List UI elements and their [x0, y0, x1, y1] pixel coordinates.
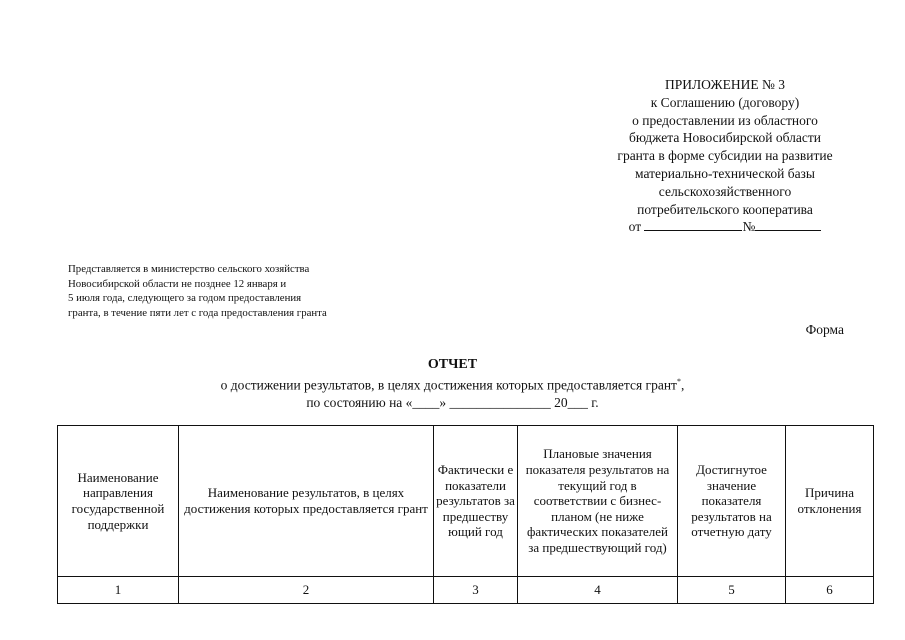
number-label: № — [742, 219, 756, 235]
report-subtitle-line — [0, 373, 905, 394]
header-cell-actual: Фактически е показатели результатов за предшеству ющий год — [434, 426, 518, 577]
header-cell-direction: Наименование направления государственной поддержки — [58, 426, 179, 577]
report-title: ОТЧЕТ — [427, 357, 478, 372]
note-line: гранта, в течение пяти лет с года предоставления гранта — [68, 306, 327, 319]
column-number: 3 — [434, 577, 518, 604]
report-date-line: по состоянию на «____» _______________ 20___ г. — [306, 394, 599, 410]
report-subtitle: о достижении результатов, в целях достижения которых предоставляется грант — [220, 377, 677, 393]
agreement-date-blank — [644, 218, 742, 231]
appendix-line: гранта в форме субсидии на развитие — [617, 148, 833, 164]
appendix-header — [580, 76, 870, 236]
header-cell-planned: Плановые значения показателя результатов на текущий год в соответствии с бизнес-планом (не ниже фактических показателей за предшествующий год) — [518, 426, 678, 577]
appendix-line: потребительского кооператива — [637, 201, 813, 217]
note-line: Новосибирской области не позднее 12 января и — [68, 277, 287, 290]
appendix-line: материально-технической базы — [635, 165, 815, 181]
column-number: 4 — [518, 577, 678, 604]
report-table — [57, 425, 874, 604]
column-number: 2 — [179, 577, 434, 604]
column-number: 5 — [678, 577, 786, 604]
header-cell-achieved: Достигнутое значение показателя результатов на отчетную дату — [678, 426, 786, 577]
appendix-line: сельскохозяйственного — [658, 183, 792, 199]
appendix-line: бюджета Новосибирской области — [629, 130, 821, 146]
column-number: 6 — [786, 577, 874, 604]
note-line: 5 июля года, следующего за годом предоставления — [68, 292, 302, 305]
appendix-line: о предоставлении из областного — [632, 112, 818, 128]
submission-note — [68, 262, 408, 320]
table-header-row — [58, 426, 874, 577]
appendix-line: ПРИЛОЖЕНИЕ № 3 — [664, 77, 786, 92]
footnote-mark: * — [676, 377, 681, 386]
agreement-number-blank — [755, 218, 821, 231]
agreement-date-number-line — [580, 218, 870, 236]
report-title-block — [0, 356, 905, 411]
from-label: от — [628, 219, 642, 235]
header-cell-reason: Причина отклонения — [786, 426, 874, 577]
form-label: Форма — [805, 322, 844, 337]
appendix-line: к Соглашению (договору) — [650, 94, 800, 110]
header-cell-results-name: Наименование результатов, в целях достижения которых предоставляется грант — [179, 426, 434, 577]
note-line: Представляется в министерство сельского хозяйства — [68, 263, 310, 275]
subtitle-comma: , — [680, 377, 685, 393]
column-number: 1 — [58, 577, 179, 604]
table-number-row — [58, 577, 874, 604]
